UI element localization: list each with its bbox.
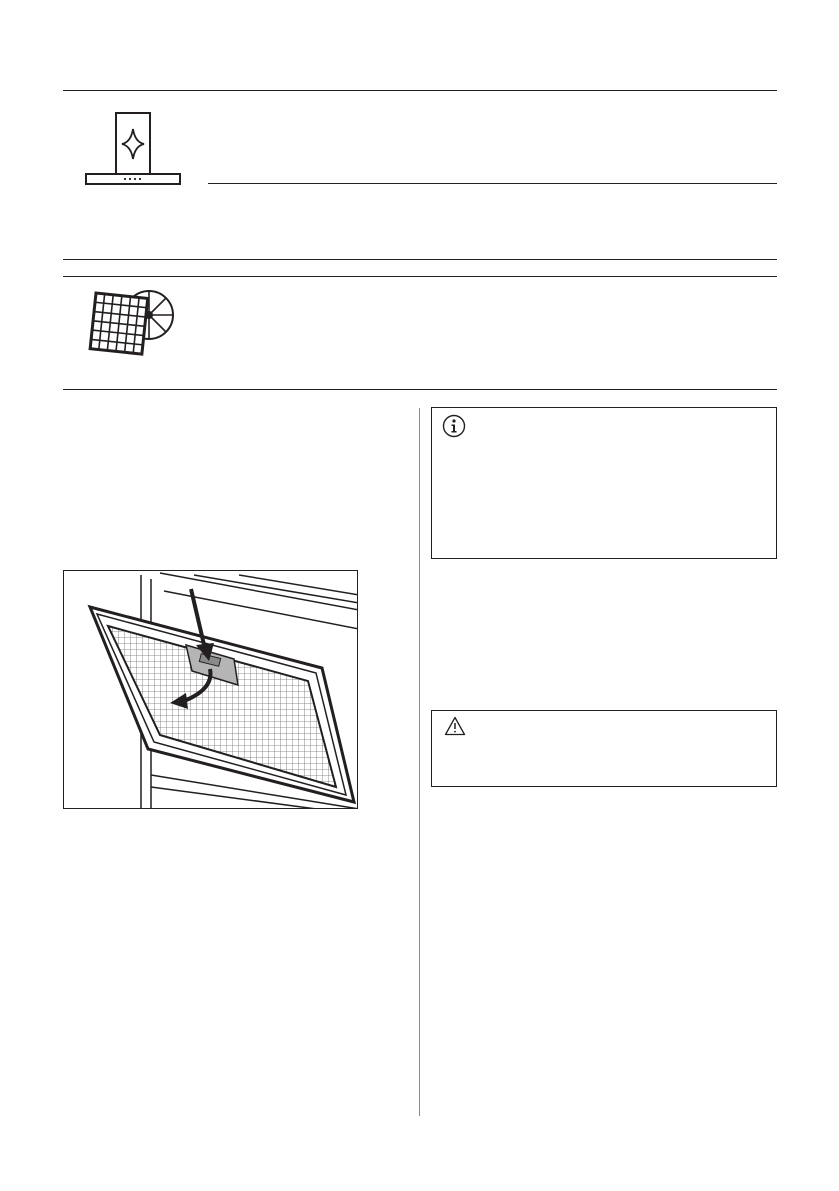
warning-notice <box>431 710 777 787</box>
section-title-rule <box>208 183 777 184</box>
top-rule <box>63 90 777 91</box>
grease-filter-removal-illustration <box>63 570 358 809</box>
section-rule-1 <box>63 259 777 260</box>
info-notice <box>431 407 777 559</box>
column-divider <box>419 408 420 1116</box>
grease-filter-fan-icon <box>88 285 178 365</box>
section-rule-2 <box>63 276 777 277</box>
subsection-rule <box>63 389 777 390</box>
cooker-hood-clean-icon <box>84 111 182 187</box>
warning-icon <box>444 716 466 736</box>
info-icon <box>442 414 466 438</box>
